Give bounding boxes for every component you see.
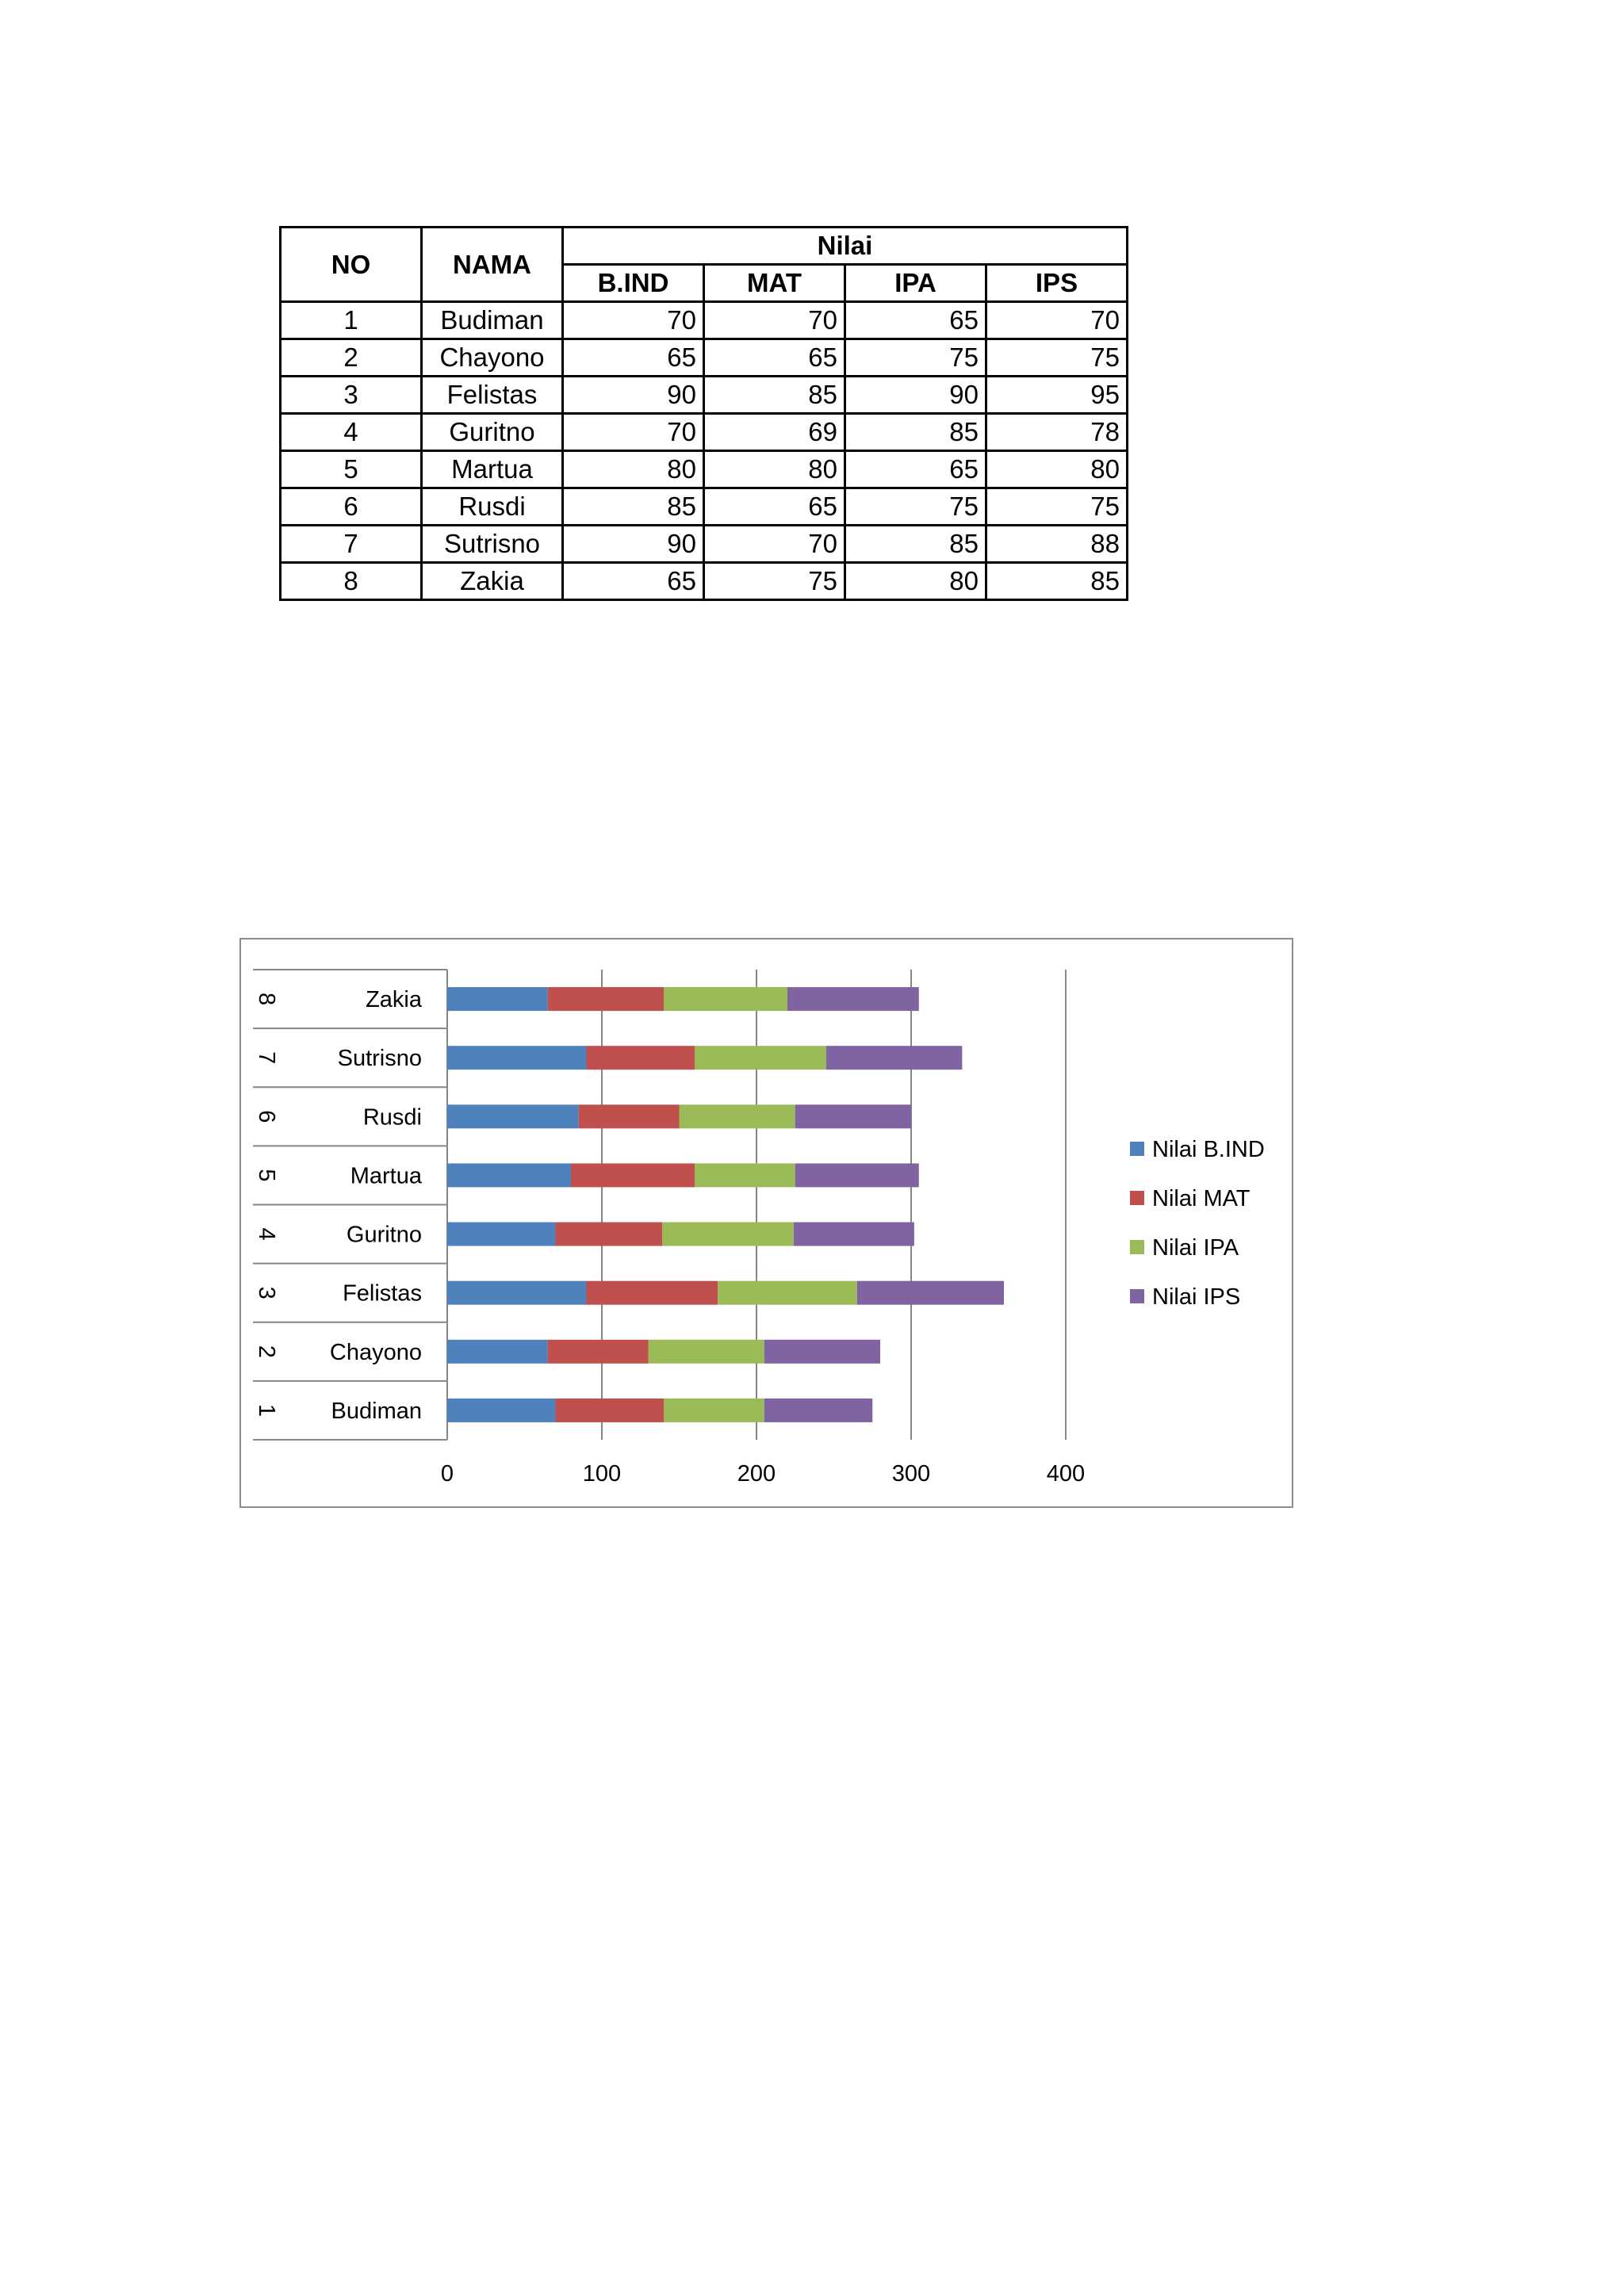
y-category-label: Zakia <box>366 987 422 1013</box>
bar-segment-nilai-ips <box>795 1163 919 1187</box>
bar-segment-nilai-ipa <box>662 1223 794 1246</box>
cell-mat: 65 <box>704 488 845 526</box>
cell-mat: 65 <box>704 339 845 377</box>
legend-swatch <box>1130 1240 1144 1254</box>
header-nilai-group: Nilai <box>563 228 1128 265</box>
bar-segment-nilai-b-ind <box>447 1340 548 1364</box>
cell-nama: Sutrisno <box>422 526 563 563</box>
bar-segment-nilai-mat <box>556 1399 665 1422</box>
bar-segment-nilai-mat <box>556 1223 663 1246</box>
y-category-label: Sutrisno <box>337 1046 422 1072</box>
header-bind: B.IND <box>563 265 704 302</box>
bar-segment-nilai-mat <box>571 1163 695 1187</box>
cell-no: 2 <box>281 339 422 377</box>
cell-bind: 65 <box>563 563 704 600</box>
legend-swatch <box>1130 1191 1144 1205</box>
bar-segment-nilai-mat <box>548 1340 649 1364</box>
bar-segment-nilai-b-ind <box>447 1399 556 1422</box>
bar-segment-nilai-b-ind <box>447 987 548 1011</box>
cell-no: 6 <box>281 488 422 526</box>
cell-ipa: 65 <box>845 451 986 488</box>
y-category-label: Budiman <box>331 1398 422 1424</box>
cell-nama: Martua <box>422 451 563 488</box>
legend-label: Nilai B.IND <box>1152 1137 1265 1162</box>
cell-mat: 69 <box>704 414 845 451</box>
cell-ips: 95 <box>986 377 1128 414</box>
table-row <box>281 451 1128 488</box>
y-category-label: Chayono <box>329 1339 422 1365</box>
cell-nama: Rusdi <box>422 488 563 526</box>
x-tick-label: 400 <box>1046 1461 1086 1487</box>
y-category-number: 6 <box>254 1110 279 1123</box>
cell-nama: Budiman <box>422 302 563 339</box>
header-no: NO <box>281 228 422 302</box>
table-row <box>281 414 1128 451</box>
cell-mat: 80 <box>704 451 845 488</box>
legend-label: Nilai MAT <box>1152 1186 1251 1211</box>
table-row <box>281 302 1128 339</box>
bar-segment-nilai-mat <box>548 987 664 1011</box>
bar-segment-nilai-ips <box>764 1399 873 1422</box>
y-category-number: 7 <box>254 1051 279 1065</box>
cell-bind: 85 <box>563 488 704 526</box>
cell-bind: 90 <box>563 526 704 563</box>
table-header <box>281 228 1128 302</box>
bar-segment-nilai-b-ind <box>447 1223 556 1246</box>
cell-ips: 70 <box>986 302 1128 339</box>
y-category-number: 5 <box>254 1169 279 1182</box>
legend-swatch <box>1130 1142 1144 1156</box>
table-row <box>281 488 1128 526</box>
grade-table <box>279 226 1128 601</box>
table-row <box>281 377 1128 414</box>
cell-mat: 70 <box>704 526 845 563</box>
cell-ips: 78 <box>986 414 1128 451</box>
x-tick-label: 200 <box>737 1461 776 1487</box>
header-ipa: IPA <box>845 265 986 302</box>
cell-bind: 80 <box>563 451 704 488</box>
cell-ipa: 75 <box>845 339 986 377</box>
bar-segment-nilai-b-ind <box>447 1281 587 1305</box>
cell-ipa: 85 <box>845 414 986 451</box>
cell-mat: 70 <box>704 302 845 339</box>
cell-bind: 90 <box>563 377 704 414</box>
cell-bind: 70 <box>563 302 704 339</box>
cell-mat: 85 <box>704 377 845 414</box>
x-tick-label: 0 <box>440 1461 454 1487</box>
table-row <box>281 526 1128 563</box>
bar-segment-nilai-mat <box>579 1104 680 1128</box>
cell-no: 1 <box>281 302 422 339</box>
bar-segment-nilai-ipa <box>680 1104 795 1128</box>
y-category-number: 3 <box>254 1286 279 1299</box>
y-category-label: Martua <box>350 1163 422 1189</box>
cell-bind: 65 <box>563 339 704 377</box>
cell-ipa: 90 <box>845 377 986 414</box>
bar-segment-nilai-ips <box>795 1104 911 1128</box>
bar-segment-nilai-ips <box>857 1281 1004 1305</box>
y-category-number: 8 <box>254 992 279 1006</box>
cell-ips: 85 <box>986 563 1128 600</box>
y-category-number: 4 <box>254 1227 279 1241</box>
bar-segment-nilai-ipa <box>695 1046 826 1070</box>
table-row <box>281 563 1128 600</box>
bar-segment-nilai-ips <box>764 1340 880 1364</box>
table-row <box>281 339 1128 377</box>
header-nama: NAMA <box>422 228 563 302</box>
y-category-number: 2 <box>254 1345 279 1358</box>
cell-ips: 75 <box>986 488 1128 526</box>
chart-canvas <box>241 939 1292 1506</box>
cell-mat: 75 <box>704 563 845 600</box>
header-ips: IPS <box>986 265 1128 302</box>
bar-segment-nilai-ipa <box>664 987 787 1011</box>
cell-nama: Zakia <box>422 563 563 600</box>
bar-segment-nilai-b-ind <box>447 1104 579 1128</box>
x-tick-label: 300 <box>891 1461 931 1487</box>
y-category-label: Guritno <box>346 1222 422 1248</box>
cell-nama: Chayono <box>422 339 563 377</box>
cell-no: 3 <box>281 377 422 414</box>
cell-ips: 88 <box>986 526 1128 563</box>
y-category-label: Rusdi <box>362 1104 422 1131</box>
bar-segment-nilai-ips <box>794 1223 914 1246</box>
cell-nama: Guritno <box>422 414 563 451</box>
bar-segment-nilai-b-ind <box>447 1163 571 1187</box>
cell-ipa: 75 <box>845 488 986 526</box>
stacked-bar-chart <box>239 938 1293 1508</box>
legend-label: Nilai IPS <box>1152 1284 1241 1310</box>
bar-segment-nilai-ipa <box>718 1281 857 1305</box>
legend-label: Nilai IPA <box>1152 1235 1239 1261</box>
cell-no: 8 <box>281 563 422 600</box>
cell-ips: 80 <box>986 451 1128 488</box>
header-mat: MAT <box>704 265 845 302</box>
cell-no: 5 <box>281 451 422 488</box>
cell-bind: 70 <box>563 414 704 451</box>
bar-segment-nilai-mat <box>587 1046 695 1070</box>
bar-segment-nilai-ipa <box>695 1163 795 1187</box>
cell-ips: 75 <box>986 339 1128 377</box>
cell-ipa: 80 <box>845 563 986 600</box>
cell-no: 4 <box>281 414 422 451</box>
cell-no: 7 <box>281 526 422 563</box>
bar-segment-nilai-ips <box>787 987 919 1011</box>
cell-ipa: 85 <box>845 526 986 563</box>
legend-swatch <box>1130 1289 1144 1303</box>
cell-ipa: 65 <box>845 302 986 339</box>
y-category-label: Felistas <box>343 1280 422 1307</box>
bar-segment-nilai-b-ind <box>447 1046 587 1070</box>
cell-nama: Felistas <box>422 377 563 414</box>
x-tick-label: 100 <box>582 1461 622 1487</box>
bar-segment-nilai-mat <box>587 1281 718 1305</box>
y-category-number: 1 <box>254 1403 279 1418</box>
bar-segment-nilai-ipa <box>664 1399 764 1422</box>
bar-segment-nilai-ips <box>826 1046 963 1070</box>
bar-segment-nilai-ipa <box>649 1340 764 1364</box>
